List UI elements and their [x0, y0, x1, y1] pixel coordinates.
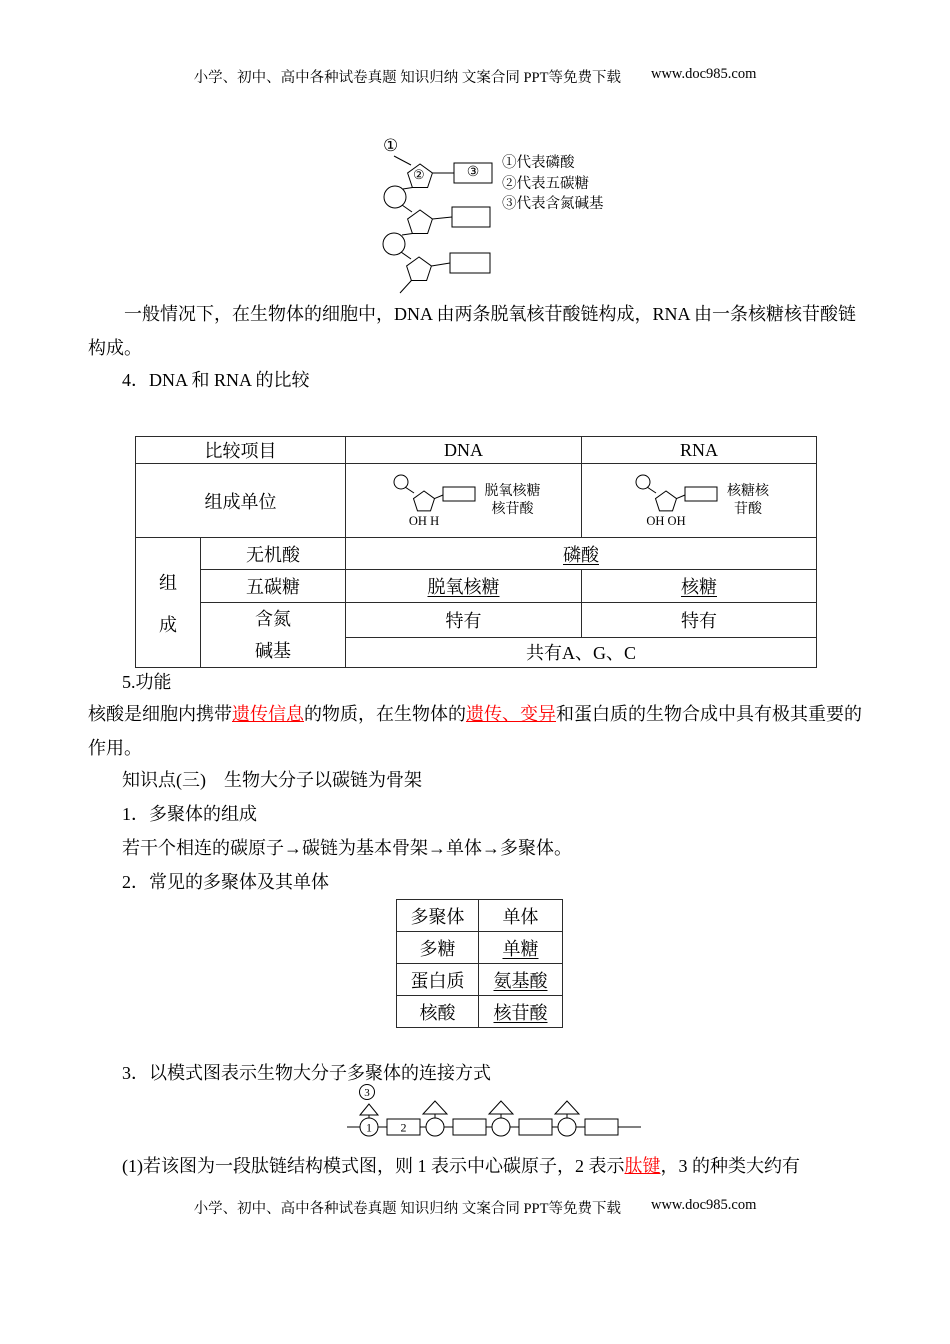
polymer-cell: 蛋白质 — [397, 964, 479, 996]
rna-oh-label: OH OH — [646, 513, 686, 528]
header-compare-item: 比较项目 — [136, 437, 346, 464]
chain-label-1: 1 — [366, 1120, 372, 1135]
legend-phosphate: ①代表磷酸 — [502, 155, 575, 171]
rna-nucleotide-figure — [582, 472, 816, 530]
unit-row-label: 组成单位 — [136, 464, 346, 538]
rna-base-value: 特有 — [582, 603, 817, 638]
rna-unit-cell — [582, 464, 817, 538]
intro-paragraph: 一般情况下，在生物体的细胞中，DNA 由两条脱氧核苷酸链构成，RNA 由一条核糖核苷酸链构成。 — [88, 304, 857, 358]
polymer-monomer-table — [396, 899, 563, 1028]
polymer-cell: 多糖 — [397, 932, 479, 964]
group-label-cell — [136, 538, 201, 668]
dna-nucleotide-figure — [346, 472, 581, 530]
polymer-header: 多聚体 — [397, 900, 479, 932]
header-site-url: www.doc985.com — [650, 66, 757, 82]
dna-pentose-value: 脱氧核糖 — [346, 570, 582, 603]
monomer-cell: 氨基酸 — [479, 964, 563, 996]
table-row — [397, 932, 563, 964]
kp3-item-2: 2．常见的多聚体及其单体 — [122, 872, 329, 892]
page-footer — [0, 1197, 950, 1218]
figure-legend — [502, 153, 604, 215]
phosphate-value: 磷酸 — [346, 538, 817, 570]
group-label: 组 成 — [159, 572, 177, 635]
monomer-cell: 核苷酸 — [479, 996, 563, 1028]
peptide-chain-drawing — [345, 1082, 655, 1144]
phosphate-number-label: ① — [383, 136, 399, 155]
genetic-information-term: 遗传信息 — [232, 704, 304, 724]
carbon-chain-flow: 若干个相连的碳原子→碳链为基本骨架→单体→多聚体。 — [122, 838, 572, 858]
section-4-title: 4．DNA 和 RNA 的比较 — [122, 370, 310, 390]
nucleotide-structure-figure — [330, 135, 700, 310]
base-number-label: ③ — [466, 165, 480, 180]
footer-slogan: 小学、初中、高中各种试卷真题 知识归纳 文案合同 PPT等免费下载 — [193, 1201, 621, 1217]
shared-bases-value: 共有A、G、C — [346, 637, 817, 667]
pentose-number-label: ② — [413, 167, 425, 182]
table-row — [397, 900, 563, 932]
heredity-variation-term: 遗传、变异 — [466, 704, 556, 724]
table-row — [397, 964, 563, 996]
monomer-cell: 单糖 — [479, 932, 563, 964]
monomer-header: 单体 — [479, 900, 563, 932]
peptide-bond-term: 肽键 — [624, 1156, 661, 1176]
chain-label-3: 3 — [364, 1087, 370, 1099]
nucleotide-chain-drawing — [330, 135, 500, 307]
section-5-title: 5.功能 — [122, 672, 172, 692]
rna-pentose-value: 核糖 — [582, 570, 817, 603]
polymer-cell: 核酸 — [397, 996, 479, 1028]
kp3-item-1: 1．多聚体的组成 — [122, 804, 257, 824]
legend-pentose: ②代表五碳糖 — [502, 175, 589, 192]
dna-base-value: 特有 — [346, 603, 582, 638]
table-row — [397, 996, 563, 1028]
knowledge-point-3-title: 知识点(三) 生物大分子以碳链为骨架 — [122, 770, 422, 790]
footer-site-url: www.doc985.com — [650, 1197, 757, 1213]
rna-unit-name: 核糖核 苷酸 — [727, 483, 769, 517]
nitrogen-base-label: 含氮 碱基 — [201, 603, 346, 668]
dna-oh-label: OH H — [408, 513, 439, 528]
legend-nitrogen-base: ③代表含氮碱基 — [502, 196, 604, 212]
rna-nucleotide-drawing — [629, 472, 721, 530]
polymer-chain-diagram — [345, 1082, 655, 1144]
header-rna: RNA — [582, 437, 817, 464]
header-slogan: 小学、初中、高中各种试卷真题 知识归纳 文案合同 PPT等免费下载 — [193, 70, 621, 86]
question-1: (1)若该图为一段肽链结构模式图，则 1 表示中心碳原子，2 表示肽键，3 的种类大约有 — [122, 1156, 800, 1176]
dna-nucleotide-drawing — [387, 472, 479, 530]
dna-unit-name: 脱氧核糖 核苷酸 — [484, 483, 541, 517]
chain-label-2: 2 — [400, 1120, 407, 1135]
function-paragraph: 核酸是细胞内携带遗传信息的物质，在生物体的遗传、变异和蛋白质的生物合成中具有极其重要的作用。 — [88, 704, 862, 758]
inorganic-acid-label: 无机酸 — [201, 538, 346, 570]
kp3-item-3: 3．以模式图表示生物大分子多聚体的连接方式 — [122, 1063, 491, 1083]
dna-rna-comparison-table — [135, 436, 817, 668]
header-dna: DNA — [346, 437, 582, 464]
page-header — [0, 66, 950, 87]
dna-unit-cell — [346, 464, 582, 538]
pentose-label: 五碳糖 — [201, 570, 346, 603]
